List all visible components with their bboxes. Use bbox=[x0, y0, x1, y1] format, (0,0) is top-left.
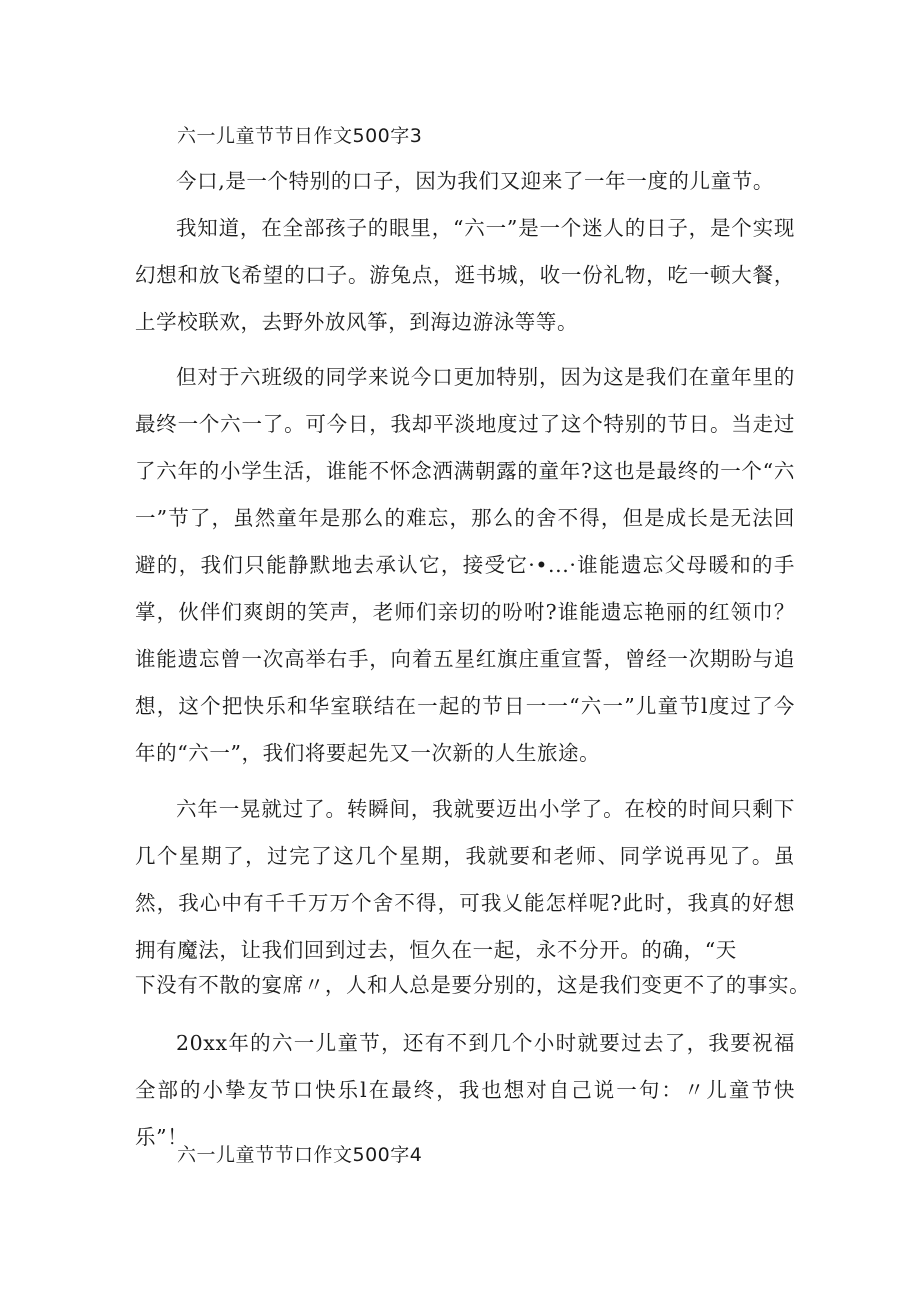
paragraph-graduation-tail-line: 下没有不散的宴席〃，人和人总是要分别的，这是我们变更不了的事实。 bbox=[135, 973, 811, 997]
paragraph-graduation-tail bbox=[135, 968, 811, 998]
paragraph-dream-day: 我知道，在全部孩子的眼里，“六一”是一个迷人的日子，是个实现幻想和放飞希望的口子。游兔点，逛书城，收一份礼物，吃一顿大餐，上学校联欢，去野外放风筝，到海边游泳等等。 bbox=[135, 216, 795, 334]
paragraph-intro: 今口,是一个特别的口子，因为我们又迎来了一年一度的儿童节。 bbox=[176, 169, 774, 193]
section-heading-3: 六一儿童节节日作文500字3 bbox=[177, 125, 423, 147]
paragraph-graduation: 六年一晃就过了。转瞬间，我就要迈出小学了。在校的时间只剩下几个星期了，过完了这几个星期，我就要和老师、同学说再见了。虽然，我心中有千千万万个舍不得，可我乂能怎样呢?此时，我真的好想拥有魔法，让我们回到过去，恒久在一起，永不分开。的确，“天 bbox=[135, 797, 795, 962]
section-heading-4: 六一儿童节节口作文500字4 bbox=[177, 1144, 423, 1166]
paragraph-wishes: 20xx年的六一儿童节，还有不到几个小时就要过去了，我要祝福全部的小挚友节口快乐l在最终，我也想对自己说一句：〃儿童节快乐”！ bbox=[135, 1031, 795, 1149]
paragraph-last-childrens-day: 但对于六班级的同学来说今口更加特别，因为这是我们在童年里的最终一个六一了。可今日，我却平淡地度过了这个特别的节日。当走过了六年的小学生活，谁能不怀念洒满朝露的童年?这也是最终的一个“六一”节了，虽然童年是那么的难忘，那么的舍不得，但是成长是无法回避的，我们只能静默地去承认它，接受它·•...·谁能遗忘父母暖和的手掌，伙伴们爽朗的笑声，老师们亲切的吩咐?谁能遗忘艳丽的红领巾？谁能遗忘曾一次高举右手，向着五星红旗庄重宣誓，曾经一次期盼与追想，这个把快乐和华室联结在一起的节日一一“六一”儿童节l度过了今年的“六一”，我们将要起先又一次新的人生旅途。 bbox=[135, 365, 795, 765]
